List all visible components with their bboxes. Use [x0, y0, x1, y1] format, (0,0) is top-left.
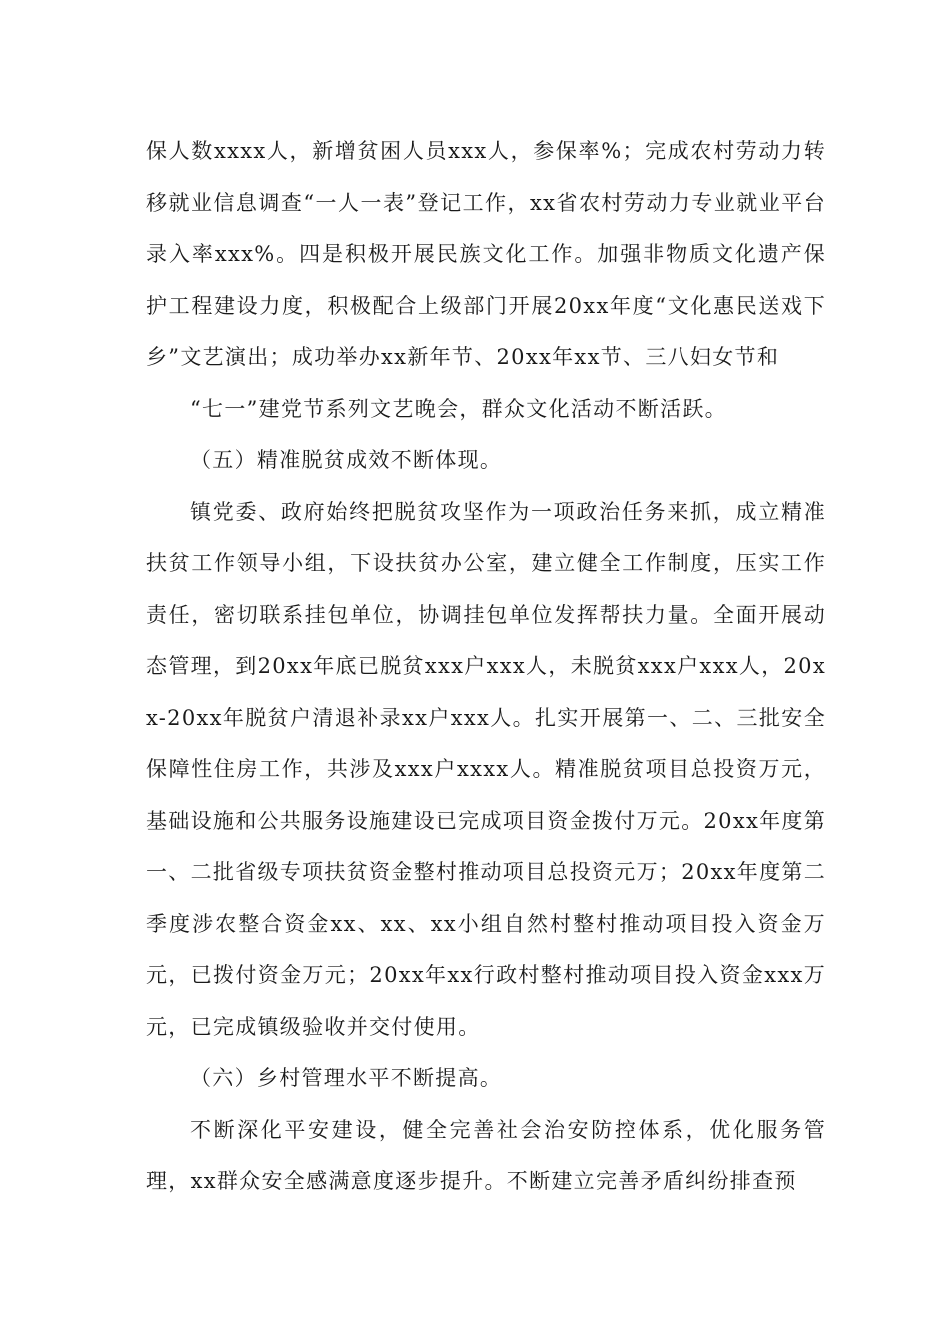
document-body [146, 126, 826, 1208]
paragraph-rural-management: 不断深化平安建设，健全完善社会治安防控体系，优化服务管理，xx群众安全感满意度逐步提升。不断建立完善矛盾纠纷排查预 [146, 1117, 826, 1193]
paragraph-poverty-alleviation: 镇党委、政府始终把脱贫攻坚作为一项政治任务来抓，成立精准扶贫工作领导小组，下设扶贫办公室，建立健全工作制度，压实工作责任，密切联系挂包单位，协调挂包单位发挥帮扶力量。全面开展动态管理，到20xx年底已脱贫xxx户xxx人，未脱贫xxx户xxx人，20xx-20xx年脱贫户清退补录xx户xxx人。扎实开展第一、二、三批安全保障性住房工作，共涉及xxx户xxxx人。精准脱贫项目总投资万元，基础设施和公共服务设施建设已完成项目资金拨付万元。20xx年度第一、二批省级专项扶贫资金整村推动项目总投资元万；20xx年度第二季度涉农整合资金xx、xx、xx小组自然村整村推动项目投入资金万元，已拨付资金万元；20xx年xx行政村整村推动项目投入资金xxx万元，已完成镇级验收并交付使用。 [146, 499, 827, 1039]
paragraph-social-security-culture: 保人数xxxx人，新增贫困人员xxx人，参保率%；完成农村劳动力转移就业信息调查“一人一表”登记工作，xx省农村劳动力专业就业平台录入率xxx%。四是积极开展民族文化工作。加强非物质文化遗产保护工程建设力度，积极配合上级部门开展20xx年度“文化惠民送戏下乡”文艺演出；成功举办xx新年节、20xx年xx节、三八妇女节和 [146, 139, 826, 369]
section-heading-rural-management: （六）乡村管理水平不断提高。 [190, 1066, 503, 1090]
section-heading-poverty-alleviation: （五）精准脱贫成效不断体现。 [190, 448, 503, 472]
paragraph-party-festival: “七一”建党节系列文艺晚会，群众文化活动不断活跃。 [190, 396, 727, 421]
